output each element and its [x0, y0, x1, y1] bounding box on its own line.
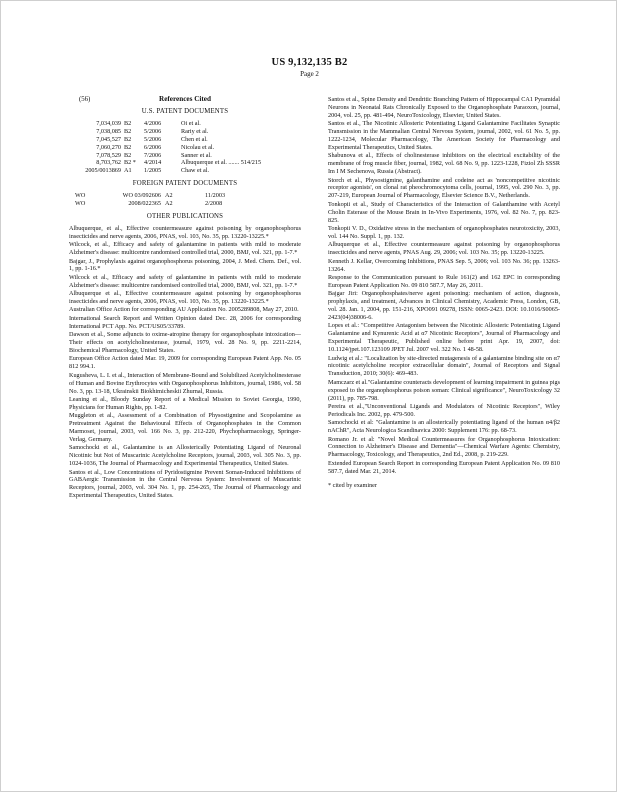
us-patent-kind: B2: [124, 135, 132, 143]
publication-entry: Albuquerque et al., Effective countermeasure against poisoning by organophosphorus insecticides and nerve agents, PNAS Aug. 29, 2006; vol. 103 No. 35; pp. 13220-13225.: [328, 241, 560, 257]
us-patent-date: 7/2006: [144, 151, 162, 159]
page-label: Page 2: [300, 70, 319, 78]
publication-entry: Albuquerque, et al., Effective countermeasure against poisoning by organophosphorus insecticides and nerve agents, 2006, PNAS, vol. 103, No. 35, pp. 13220-13225.*: [69, 224, 301, 240]
publication-entry: Santos et al., Low Concentrations of Pyridostigmine Prevent Soman-Induced Inhibitions of GABAergic Transmission in the Central Nervous System: Involvement of Muscarinic Receptors, journal, 2003, vol. 304 No. 1, pp. 254-265, The Journal of Pharmacology and Experimental Therapeutics, United States.: [69, 468, 301, 500]
foreign-patent-number: WO 03/092606: [122, 192, 161, 200]
patent-number: US 9,132,135 B2: [271, 57, 348, 68]
publication-entry: Tonkopii V. D., Oxidative stress in the mechanism of organophosphates neurotoxicity, 2003, vol. 144 No. Suppl. 1, pp. 132.: [328, 225, 560, 240]
us-patent-number: 7,078,529: [96, 151, 121, 159]
foreign-patent-number: 2008/022365: [128, 200, 161, 208]
publication-entry: Wilcock et al., Efficacy and safety of galantamine in patients with mild to moderate Alzheimer's disease: multicentre randomised controlled trial, 2000, BMJ, vol. 321, pp. 1-7.*: [69, 273, 301, 289]
publication-entry: European Office Action dated Mar. 19, 2009 for corresponding European Patent App. No. 05 812 994.1.: [69, 355, 301, 371]
publication-entry: Australian Office Action for corresponding AU Application No. 2005289808, May 27, 2010.: [69, 306, 299, 314]
us-patent-number: 2005/0013869: [85, 167, 121, 175]
us-patent-date: 1/2005: [144, 167, 162, 175]
publication-entry: Ludwig et al.: "Localization by site-directed mutagenesis of a galantamine binding site on α7 nicotinic acetylcholine receptor extracellular domain", Journal of Receptors and Signal Transduction, 2010; 30(6): 469-483.: [328, 354, 560, 378]
other-publications-heading: OTHER PUBLICATIONS: [146, 212, 224, 220]
us-patent-kind: B2 *: [124, 159, 136, 167]
publication-entry: Mamczarz et al."Galantamine counteracts development of learning impairment in guinea pigs exposed to the organophosphorus poison soman: Clinical significance", NeuroToxicology 32 (2011), pp. 785-798.: [328, 378, 560, 402]
left-publication-list: [69, 225, 301, 500]
us-patent-author: Rariy et al.: [181, 127, 209, 135]
foreign-patent-row: [69, 192, 301, 200]
us-patent-date: 4/2014: [144, 159, 162, 167]
foreign-patent-row: [69, 200, 301, 208]
us-patent-number: 7,060,270: [96, 143, 121, 151]
publication-entry: Bajgar, J., Prophylaxis against organophosphorus poisoning, 2004, J. Med. Chem. Def., vol. 1, pp. 1-16.*: [69, 257, 301, 273]
foreign-patents-heading: FOREIGN PATENT DOCUMENTS: [132, 180, 238, 188]
us-patent-row: [69, 167, 301, 175]
us-patent-author: Chaw et al.: [181, 167, 210, 175]
references-header: [69, 96, 301, 106]
us-patent-date: 5/2006: [144, 127, 162, 135]
foreign-patent-kind: A2: [165, 192, 173, 200]
publication-entry: Romano Jr. et al: "Novel Medical Countermeasures for Organophosphorus Intoxication: Connection to Alzheimer's Disease and Dementia"—Chemical Warfare Agents: Chemistry, Pharmacology, Toxicology, and Therapeutics, 2nd Ed., 2008, p. 219-229.: [328, 435, 560, 459]
publication-entry: Kenneth J. Kellar, Overcoming Inhibitions, PNAS Sep. 5, 2006; vol. 103 No. 36; pp. 13263-13264.: [328, 257, 560, 273]
foreign-patent-kind: A2: [165, 200, 173, 208]
publication-entry: Lopes et al.: "Competitive Antagonism between the Nicotinic Allosteric Potentiating Ligand Galantamine and Kynurenic Acid at α7 Nicotinic Receptors", Journal of Pharmacology and Experimental Therapeutic, Published online before print Apr. 19, 2007, doi: 10.1124/jpet.107.123109 JPET Jul. 2007 vol. 322 No. 1 48-58.: [328, 322, 560, 354]
right-publication-list: [328, 96, 560, 476]
field-number: (56): [79, 96, 91, 103]
us-patent-kind: B2: [124, 143, 132, 151]
publication-entry: Storch et al., Physostigmine, galanthamine and codeine act as 'noncompetitive nicotinic receptor agonists', on clonal rat pheochromocytoma cells, journal, 1995, vol. 290 No. 3, pp. 207-219, European Journal of Pharmacology, Elsevier Science B.V., Netherlands.: [328, 176, 560, 200]
us-patent-author: Nicolau et al.: [181, 143, 215, 151]
us-patent-author: Sanner et al.: [181, 151, 212, 159]
publication-entry: Santos et al., Spine Density and Dendritic Branching Pattern of Hippocampal CA1 Pyramidal Neurons in Neonatal Rats Chronically Exposed to the Organophosphate Paraoxon, journal, 2004, vol. 25, pp. 481-494, NeuroToxicology, Elsevier, United States.: [328, 96, 560, 119]
us-patent-kind: A1: [124, 167, 132, 175]
publication-entry: Shabunova et al., Effects of cholinesterase inhibitors on the electrical excitability of the membrane of frog muscle fiber, journal, 1982, vol. 68 No. 9, pp. 1223-1228, Fiziol Zh SSSR Im I M Sechenova, Russia (Abstract).: [328, 152, 560, 176]
publication-entry: Extended European Search Report in corresponding European Patent Application No. 09 810 587.7, dated Mar. 21, 2014.: [328, 459, 560, 475]
us-patent-date: 5/2006: [144, 135, 162, 143]
us-patent-row: [69, 144, 301, 152]
us-patents-heading: U.S. PATENT DOCUMENTS: [141, 108, 229, 115]
us-patent-kind: B2: [124, 127, 132, 135]
us-patent-row: [69, 128, 301, 136]
publication-entry: Bajgar Jiri: Organophosphates/nerve agent poisoning: mechanism of action, diagnosis, prophylaxis, and treatment, Advances in Clinical Chemistry, Academic Press, London, GB, vol. 28. Jan. 1, 2004, pp. 151-216, XPO091 09278, ISSN: 0065-2423. DOI: 10.1016/S0065-2423(04)38006-6.: [328, 290, 560, 321]
us-patent-kind: B2: [124, 119, 132, 127]
foreign-patent-date: 11/2003: [205, 192, 226, 200]
publication-entry: Tonkopii et al., Study of Characteristics of the Interaction of Galanthamine with Acetyl Cholin Esterase of the Mouse Brain in In-Vivo Experiments, 1976, vol. 82 No. 7, pp. 823-825.: [328, 200, 560, 224]
us-patent-number: 7,034,039: [96, 119, 121, 127]
us-patent-date: 6/2006: [144, 143, 162, 151]
references-title: References Cited: [159, 95, 211, 103]
foreign-patent-list: [69, 192, 301, 208]
publication-entry: Samochocki et al: "Galantamine is an allosterically potentiating ligand of the human α4/β2 nAChR", Acta Neurologica Scandinavica 2000: Supplement 176: pp. 68-73.: [328, 419, 560, 435]
left-column: [69, 96, 301, 501]
us-patent-author: Oi et al.: [181, 119, 201, 127]
us-patent-row: [69, 159, 301, 167]
publication-entry: Muggleton et al., Assessment of a Combination of Physostigmine and Scopolamine as Pretreatment Against the Behavioural Effects of Organophosphates in the Common Marmoset, journal, 2003, vol. 166 No. 3, pp. 212-220, Phychopharmacology, Springer-Verlag, Germany.: [69, 412, 301, 443]
foreign-patent-country: WO: [75, 192, 86, 200]
publication-entry: Dawson et al., Some adjuncts to oxime-atropine therapy for organophosphate intoxication—Their effects on acetylcholinesterase, journal, 1979, vol. 28 No. 9, pp. 2211-2214, Biochemical Pharmacology, United States.: [69, 331, 301, 354]
us-patent-row: [69, 120, 301, 128]
foreign-patent-country: WO: [75, 200, 86, 208]
publication-entry: Response to the Communication pursuant to Rule 161(2) and 162 EPC in corresponding European Patent Application No. 09 810 587.7, May 26, 2011.: [328, 273, 560, 289]
publication-entry: Samochocki et al., Galantamine is an Allosterically Potentiating Ligand of Neuronal Nicotinic but Not of Muscarinic Acetylcholine Receptors, journal, 2003, vol. 305 No. 3, pp. 1024-1036, The Journal of Pharmacology and Experimental Therapeutics, United States.: [69, 444, 301, 468]
us-patent-kind: B2: [124, 151, 132, 159]
publication-entry: Albuquerque et al., Effective countermeasure against poisoning by organophosphorus insecticides and nerve agents, 2006, PNAS, vol. 103, No. 35, pp. 13220-13225.*: [69, 290, 301, 306]
us-patent-row: [69, 152, 301, 160]
publication-entry: Leaning et al., Bloody Sunday Report of a Medical Mission to Soviet Georgia, 1990, Physicians for Human Rights, pp. 1-82.: [69, 395, 301, 411]
publication-entry: Santos et al., The Nicotinic Allosteric Potentiating Ligand Galantamine Facilitates Synaptic Transmission in the Mammalian Central Nervous System, journal, 2002, vol. 61 No. 5, pp. 1222-1234, Molecular Pharmacology, The American Society for Pharmacology and Experimental Therapeutics, United States.: [328, 120, 560, 151]
publication-entry: International Search Report and Written Opinion dated Dec. 28, 2006 for corresponding International PCT App. No. PCT/US05/33789.: [69, 314, 301, 330]
us-patent-number: 7,038,085: [96, 127, 121, 135]
foreign-patent-date: 2/2008: [205, 200, 223, 208]
us-patent-row: [69, 136, 301, 144]
us-patent-date: 4/2006: [144, 119, 162, 127]
us-patent-number: 8,703,762: [96, 159, 121, 167]
cited-by-examiner-note: * cited by examiner: [328, 481, 377, 489]
publication-entry: Wilcock, et al., Efficacy and safety of galantamine in patients with mild to moderate Alzheimer's disease: multicentre randomised controlled trial, 2000, BMJ, vol. 321, pp. 1-7.*: [69, 241, 301, 257]
us-patent-list: [69, 120, 301, 175]
right-column: [328, 96, 560, 490]
publication-entry: Kugusheva, L. I. et al., Interaction of Membrane-Bound and Solubilized Acetylcholinesterase of Human and Bovine Erythrocytes with Organophosphorus Inhibitors, journal, 1986, vol. 58 No. 3, pp. 13-18, Ukrainskii Biokhimicheskii Zhurnal, Russia.: [69, 371, 301, 395]
publication-entry: Pereira et al.,"Unconventional Ligands and Modulators of Nicotinic Receptors", Wiley Periodicals Inc. 2002, pp. 479-500.: [328, 402, 560, 418]
us-patent-author: Albuquerque et al. ....... 514/215: [181, 159, 262, 167]
us-patent-author: Chen et al.: [181, 135, 208, 143]
us-patent-number: 7,045,527: [96, 135, 121, 143]
